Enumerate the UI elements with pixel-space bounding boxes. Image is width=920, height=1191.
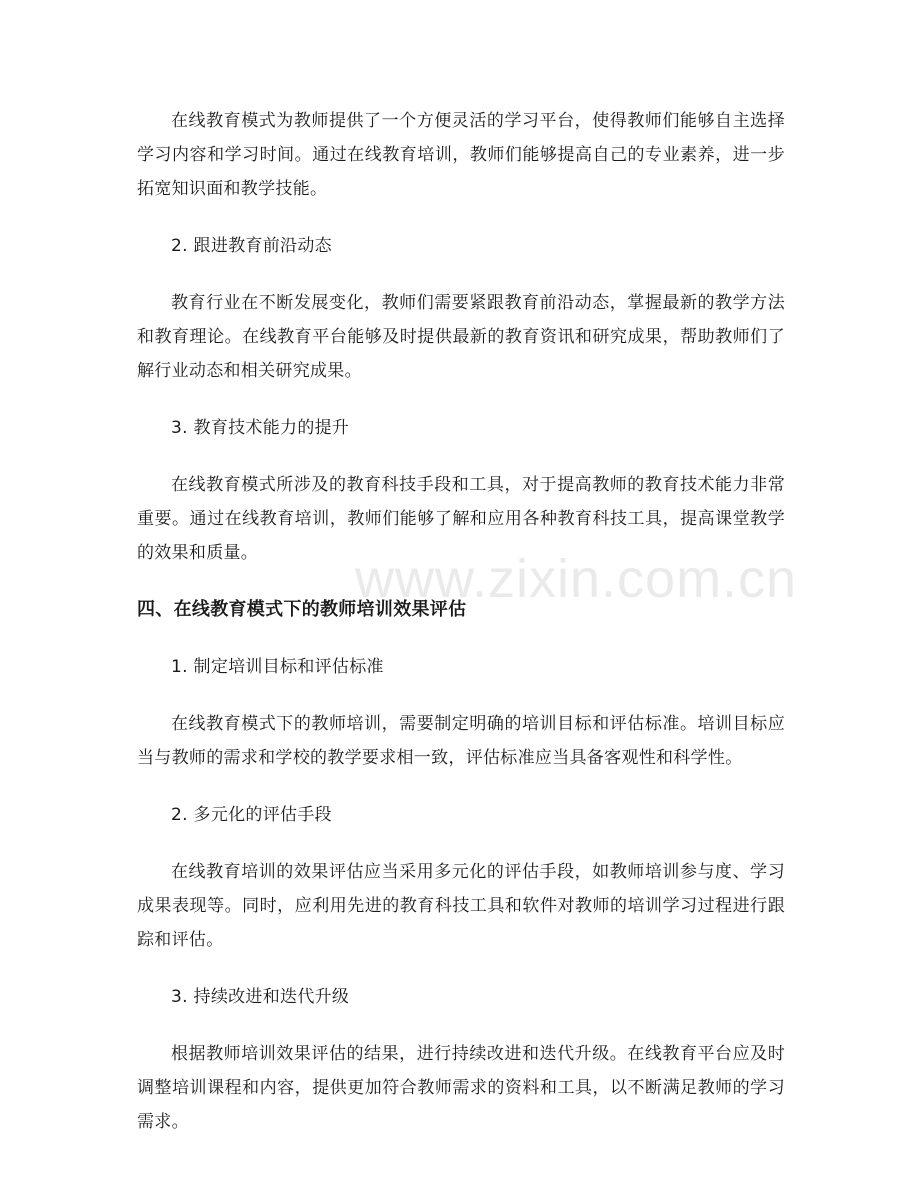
section-heading-evaluation: 四、在线教育模式下的教师培训效果评估 [137, 599, 467, 620]
subheading-set-goals: 1. 制定培训目标和评估标准 [171, 657, 384, 677]
paragraph-follow-frontier: 教育行业在不断发展变化，教师们需要紧跟教育前沿动态，掌握最新的教学方法和教育理论。在线教育平台能够及时提供最新的教育资讯和研究成果，帮助教师们了解行业动态和相关研究成果。 [137, 293, 785, 381]
watermark: www.zixin.com.cn [355, 549, 798, 609]
subheading-diverse-evaluation: 2. 多元化的评估手段 [171, 805, 332, 825]
subheading-tech-ability: 3. 教育技术能力的提升 [171, 418, 350, 438]
subheading-continuous-improvement: 3. 持续改进和迭代升级 [171, 987, 350, 1007]
paragraph-diverse-evaluation: 在线教育培训的效果评估应当采用多元化的评估手段，如教师培训参与度、学习成果表现等。同时，应利用先进的教育科技工具和软件对教师的培训学习过程进行跟踪和评估。 [137, 862, 785, 950]
subheading-follow-frontier: 2. 跟进教育前沿动态 [171, 236, 332, 256]
document-body [137, 104, 785, 1162]
paragraph-continuous-improvement: 根据教师培训效果评估的结果，进行持续改进和迭代升级。在线教育平台应及时调整培训课程和内容，提供更加符合教师需求的资料和工具，以不断满足教师的学习需求。 [137, 1044, 785, 1132]
paragraph-online-platform: 在线教育模式为教师提供了一个方便灵活的学习平台，使得教师们能够自主选择学习内容和学习时间。通过在线教育培训，教师们能够提高自己的专业素养，进一步拓宽知识面和教学技能。 [137, 111, 785, 199]
paragraph-tech-ability: 在线教育模式所涉及的教育科技手段和工具，对于提高教师的教育技术能力非常重要。通过在线教育培训，教师们能够了解和应用各种教育科技工具，提高课堂教学的效果和质量。 [137, 475, 785, 563]
paragraph-set-goals: 在线教育模式下的教师培训，需要制定明确的培训目标和评估标准。培训目标应当与教师的需求和学校的教学要求相一致，评估标准应当具备客观性和科学性。 [137, 714, 785, 768]
